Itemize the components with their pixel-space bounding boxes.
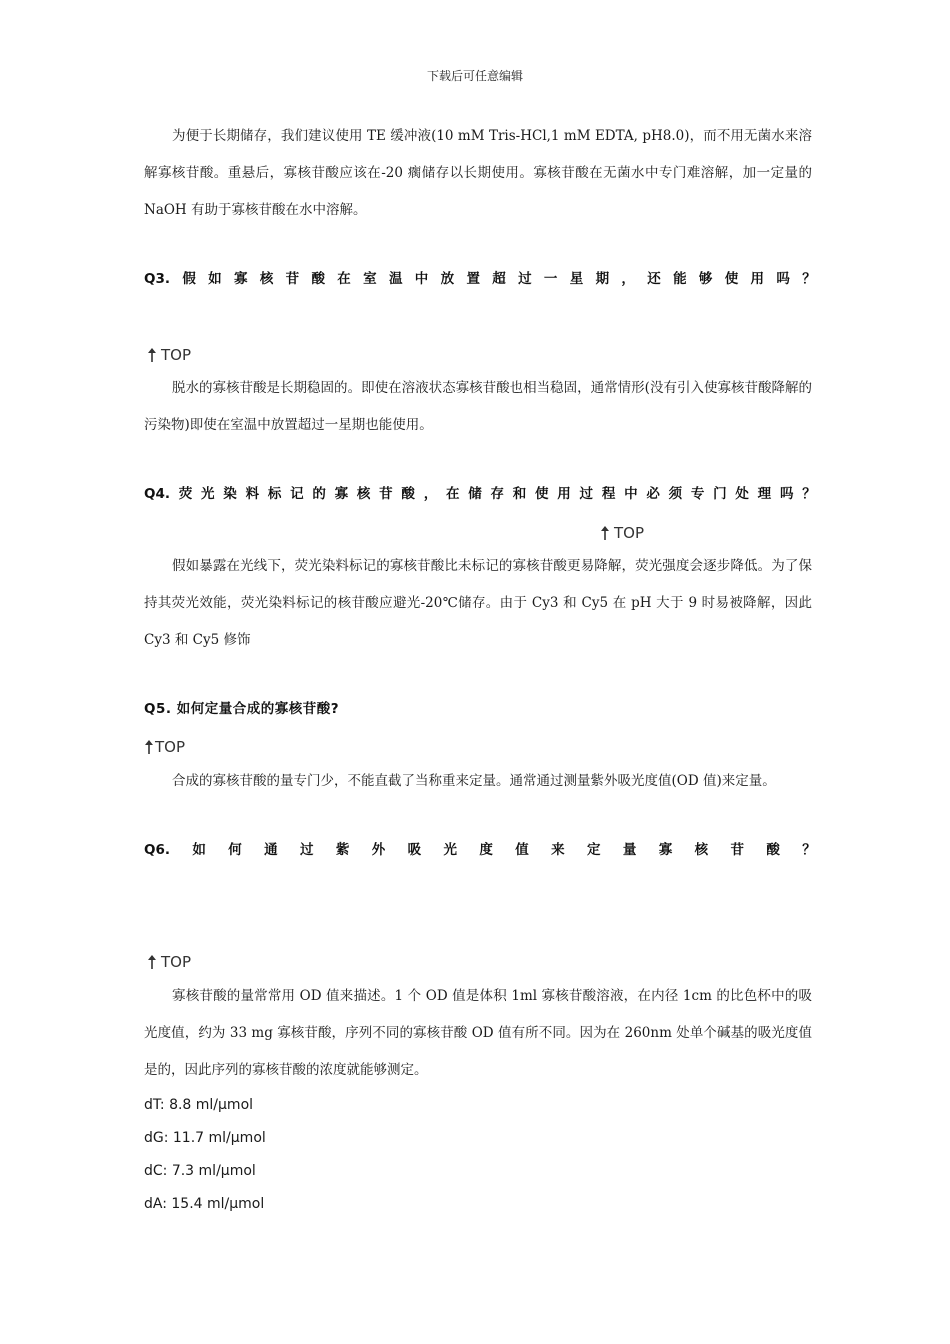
question-char: 通 (264, 842, 278, 858)
question-char: 酸 (766, 842, 780, 858)
question-char: 门 (713, 486, 727, 502)
question-char: 假 (182, 271, 196, 287)
question-number: Q4. (144, 486, 170, 502)
top-link-1[interactable] (147, 345, 191, 365)
question-char: 酸 (401, 486, 415, 502)
question-char: ， (423, 486, 438, 502)
question-char: 吗 (776, 271, 790, 287)
question-char: 过 (579, 486, 594, 502)
question-char: 过 (300, 842, 314, 858)
question-char: 寡 (233, 271, 248, 287)
question-char: 专 (690, 486, 705, 502)
question-char: 在 (445, 486, 460, 502)
question-char: 室 (363, 271, 377, 287)
question-char: 度 (479, 842, 493, 858)
paragraph-storage: 为便于长期储存，我们建议使用 TE 缓冲液(10 mM Tris-HCl,1 mM EDTA, pH8.0)，而不用无菌水来溶解寡核苷酸。重悬后，寡核苷酸应该在-20 瘸储存以长期使用。寡核苷酸在无菌水中专门难溶解，加一定量的 NaOH 有助于寡核苷酸在水中溶解。 (144, 128, 812, 218)
paragraph-fluorescent: 假如暴露在光线下，荧光染料标记的寡核苷酸比未标记的寡核苷酸更易降解，荧光强度会逐步降低。为了保持其荧光效能，荧光染料标记的核苷酸应避光-20℃储存。由于 Cy3 和 Cy5 在 pH 大于 9 时易被降解，因此 Cy3 和 Cy5 修饰 (144, 558, 812, 648)
question-char: 期 (595, 271, 610, 287)
question-char: 须 (668, 486, 683, 502)
question-char: 使 (724, 271, 739, 287)
question-char: 核 (259, 271, 274, 287)
question-char: 寡 (658, 842, 673, 858)
top-link-4[interactable] (147, 952, 191, 972)
question-char: 苷 (285, 271, 300, 287)
up-arrow-icon (147, 954, 157, 970)
page-header: 下载后可任意编辑 (426, 69, 523, 83)
paragraph-room-temp: 脱水的寡核苷酸是长期稳固的。即使在溶液状态寡核苷酸也相当稳固，通常情形(没有引入使寡核苷酸降解的污染物)即使在室温中放置超过一星期也能使用。 (144, 380, 812, 433)
question-char: ？ (802, 842, 816, 858)
question-char: 够 (698, 271, 713, 287)
question-char: 何 (228, 842, 242, 858)
question-char: 必 (646, 486, 660, 502)
question-char: 和 (512, 486, 527, 502)
up-arrow-icon (600, 525, 610, 541)
question-char: 还 (647, 271, 661, 287)
up-arrow-icon (147, 347, 157, 363)
question-char: 紫 (335, 842, 350, 858)
question-char: 程 (601, 486, 616, 502)
question-char: 吗 (779, 486, 794, 502)
question-char: 超 (492, 271, 506, 287)
question-char: 核 (356, 486, 371, 502)
paragraph-quantify: 合成的寡核苷酸的量专门少，不能直截了当称重来定量。通常通过测量紫外吸光度值(OD 值)来定量。 (172, 773, 776, 789)
question-char: 来 (551, 842, 565, 858)
question-char: 量 (622, 842, 637, 858)
question-char: 星 (569, 271, 584, 287)
top-link-2[interactable] (600, 523, 644, 543)
coefficient-dc: dC: 7.3 ml/μmol (144, 1163, 256, 1179)
question-char: 值 (515, 842, 529, 858)
question-char: 用 (750, 271, 765, 287)
top-link-label: TOP (161, 346, 192, 364)
question-q5: Q5. 如何定量合成的寡核苷酸? (144, 701, 340, 717)
question-char: 中 (414, 271, 429, 287)
top-link-label: TOP (161, 953, 192, 971)
question-char: 光 (443, 842, 457, 858)
question-char: 放 (440, 271, 455, 287)
question-number: Q6. (144, 842, 170, 858)
question-q6 (144, 840, 816, 860)
question-char: 染 (223, 486, 237, 502)
coefficient-dg: dG: 11.7 ml/μmol (144, 1130, 266, 1146)
question-char: 的 (312, 486, 326, 502)
question-char: 料 (245, 486, 260, 502)
up-arrow-icon (144, 739, 154, 755)
question-q4 (144, 484, 816, 504)
question-char: 中 (624, 486, 638, 502)
top-link-label: TOP (614, 524, 645, 542)
question-char: 如 (192, 842, 206, 858)
question-char: 核 (694, 842, 709, 858)
question-char: 记 (290, 486, 304, 502)
question-char: 标 (267, 486, 282, 502)
paragraph-od-value: 寡核苷酸的量常常用 OD 值来描述。1 个 OD 值是体积 1ml 寡核苷酸溶液，在内径 1cm 的比色杯中的吸光度值，约为 33 mg 寡核苷酸，序列不同的寡核苷酸 OD 值有所不同。因为在 260nm 处单个碱基的吸光度值是的，因此序列的寡核苷酸的浓度就能够测定。 (144, 988, 812, 1078)
question-char: 置 (466, 271, 480, 287)
question-char: 苷 (730, 842, 744, 858)
top-link-3[interactable] (144, 737, 185, 757)
question-char: 理 (757, 486, 772, 502)
question-char: 储 (468, 486, 482, 502)
question-char: 过 (518, 271, 532, 287)
coefficient-dt: dT: 8.8 ml/μmol (144, 1097, 254, 1113)
question-char: 处 (735, 486, 749, 502)
question-char: 使 (535, 486, 549, 502)
question-char: 定 (587, 842, 601, 858)
question-char: 寡 (334, 486, 349, 502)
question-char: 吸 (407, 842, 422, 858)
question-char: 酸 (311, 271, 325, 287)
question-q3 (144, 269, 816, 289)
top-link-label: TOP (155, 738, 186, 756)
question-char: 能 (673, 271, 687, 287)
question-char: 一 (543, 271, 558, 287)
question-char: 荧 (178, 486, 193, 502)
question-char: 温 (388, 271, 403, 287)
question-char: 用 (557, 486, 571, 502)
question-char: 在 (337, 271, 351, 287)
question-char: 存 (490, 486, 504, 502)
question-char: ， (621, 271, 635, 287)
question-char: 光 (201, 486, 215, 502)
question-number: Q3. (144, 271, 170, 287)
question-char: ？ (802, 486, 816, 502)
question-char: 如 (208, 271, 222, 287)
question-char: ？ (802, 271, 816, 287)
coefficient-da: dA: 15.4 ml/μmol (144, 1196, 265, 1212)
question-char: 苷 (379, 486, 393, 502)
question-char: 外 (371, 842, 386, 858)
